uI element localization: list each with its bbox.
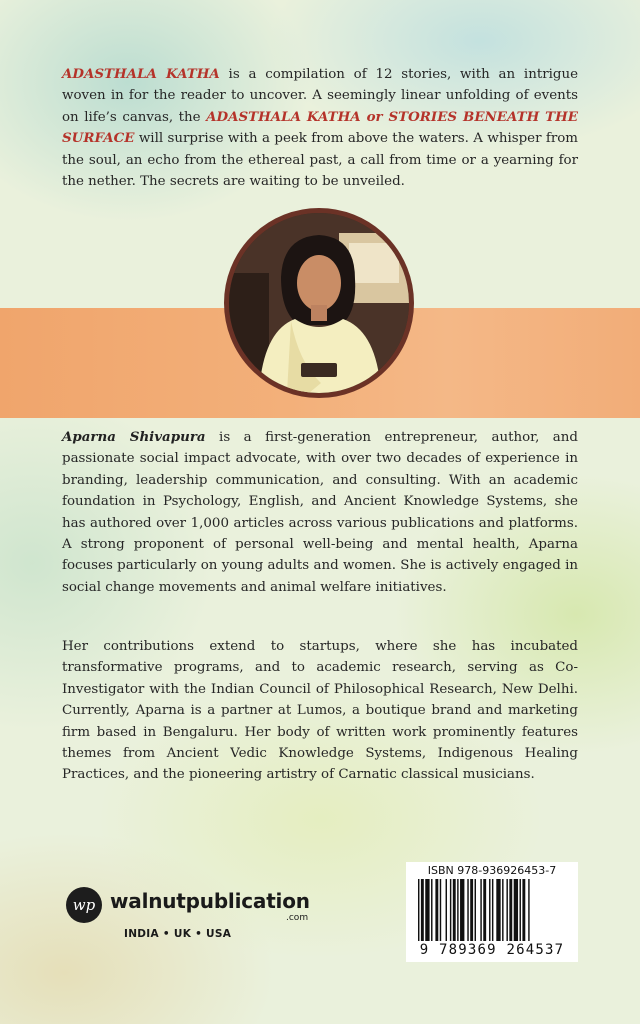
publisher-mark-icon: wp (66, 887, 102, 923)
book-subtitle: ADASTHALA KATHA or STORIES BENEATH THE SURFACE (62, 108, 579, 147)
author-bio (62, 427, 578, 598)
book-title: ADASTHALA KATHA (62, 66, 220, 82)
author-name: Aparna Shivapura (62, 429, 206, 445)
publisher-name: walnutpublication (110, 889, 310, 913)
blurb-text: is a compilation of 12 stories, with an intrigue woven in for the reader to uncover. A seemingly linear unfolding of events on life’s canvas, the (62, 67, 579, 125)
publisher-regions: INDIA • UK • USA (124, 928, 232, 940)
author-bio-continued: Her contributions extend to startups, where she has incubated transformative programs, and to academic research, serving as Co-Investigator with the Indian Council of Philosophical Research, New Delhi. Currently, Aparna is a partner at Lumos, a boutique brand and marketing firm based in Bengaluru. Her body of written work prominently features themes from Ancient Vedic Knowledge Systems, Indigenous Healing Practices, and the pioneering artistry of Carnatic classical musicians. (62, 639, 578, 783)
author-portrait (224, 208, 414, 398)
blurb-text-end: will surprise with a peek from above the waters. A whisper from the soul, an echo from the ethereal past, a call from time or a yearning for the nether. The secrets are waiting to be unveiled. (62, 131, 578, 190)
author-bio-text: is a first-generation entrepreneur, author, and passionate social impact advocate, with over two decades of experience in branding, leadership communication, and consulting. With an academic foundation in Psychology, English, and Ancient Knowledge Systems, she has authored over 1,000 articles across various publications and platforms. A strong proponent of personal well-being and mental health, Aparna focuses particularly on young adults and women. She is actively engaged in social change movements and animal welfare initiatives. (62, 430, 578, 595)
publisher-domain: .com (286, 913, 309, 923)
isbn-digits: 9 789369 264537 (419, 942, 565, 958)
barcode-bars (418, 879, 566, 941)
isbn-label: ISBN 978-936926453-7 (427, 864, 557, 877)
barcode (406, 862, 578, 962)
book-blurb (62, 64, 578, 192)
